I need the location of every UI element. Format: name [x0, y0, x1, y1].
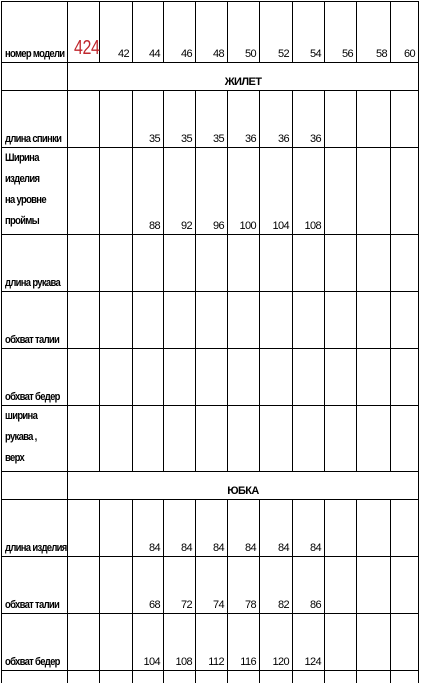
measurement-value — [133, 406, 164, 472]
measurement-value — [357, 292, 391, 349]
measurement-label-line: ширина рукава , — [5, 406, 56, 448]
measurement-value: 68 — [133, 557, 164, 614]
model-number-value: 424 — [71, 2, 97, 63]
measurement-value — [325, 235, 357, 292]
measurement-label-line: длина изделия — [5, 542, 56, 554]
measurement-value: 84 — [228, 500, 260, 557]
measurement-value — [293, 292, 325, 349]
model-column-cell — [68, 500, 100, 557]
bottom-cell — [100, 671, 133, 683]
measurement-value: 124 — [293, 614, 325, 671]
measurement-value — [164, 349, 196, 406]
section-blank-cell — [2, 472, 68, 500]
measurement-value — [260, 406, 293, 472]
measurement-value: 108 — [293, 148, 325, 235]
measurement-value — [391, 349, 419, 406]
measurement-value — [357, 235, 391, 292]
bottom-cell — [68, 671, 100, 683]
measurement-row — [2, 500, 419, 557]
model-column-cell — [68, 406, 100, 472]
measurement-value: 116 — [228, 614, 260, 671]
measurement-label-line: длина рукава — [5, 277, 56, 289]
size-header-56: 56 — [325, 2, 357, 63]
measurement-value: 84 — [196, 500, 228, 557]
measurement-value — [100, 406, 133, 472]
measurement-value: 36 — [293, 91, 325, 148]
model-column-cell — [68, 614, 100, 671]
size-header-52: 52 — [260, 2, 293, 63]
measurement-row — [2, 557, 419, 614]
measurement-value — [196, 235, 228, 292]
measurement-value — [325, 406, 357, 472]
measurement-value — [100, 292, 133, 349]
measurement-label — [2, 557, 59, 614]
header-row — [2, 2, 419, 63]
measurement-value — [164, 235, 196, 292]
measurement-value — [133, 292, 164, 349]
bottom-cell — [391, 671, 419, 683]
measurement-value: 120 — [260, 614, 293, 671]
measurement-value — [391, 91, 419, 148]
section-title: ЖИЛЕТ — [68, 63, 419, 91]
size-header-44: 44 — [133, 2, 164, 63]
measurement-value — [357, 406, 391, 472]
measurement-value — [228, 349, 260, 406]
measurement-value — [196, 292, 228, 349]
measurement-value — [357, 500, 391, 557]
bottom-cell — [2, 671, 68, 683]
measurement-row — [2, 292, 419, 349]
measurement-value: 86 — [293, 557, 325, 614]
size-table-body — [2, 2, 419, 683]
measurement-row — [2, 235, 419, 292]
measurement-label-line: обхват бедер — [5, 391, 56, 403]
section-header-row — [2, 63, 419, 91]
measurement-value — [391, 148, 419, 235]
measurement-value — [133, 349, 164, 406]
measurement-row — [2, 91, 419, 148]
model-column-cell — [68, 148, 100, 235]
measurement-label-line: обхват бедер — [5, 656, 56, 668]
measurement-value: 74 — [196, 557, 228, 614]
measurement-value — [391, 557, 419, 614]
measurement-value: 100 — [228, 148, 260, 235]
measurement-value — [100, 349, 133, 406]
bottom-cell — [293, 671, 325, 683]
measurement-value: 112 — [196, 614, 228, 671]
measurement-value — [357, 148, 391, 235]
measurement-label — [2, 91, 59, 148]
measurement-value: 92 — [164, 148, 196, 235]
measurement-value — [100, 614, 133, 671]
bottom-cell — [228, 671, 260, 683]
measurement-value — [100, 235, 133, 292]
measurement-value — [100, 91, 133, 148]
measurement-value: 84 — [293, 500, 325, 557]
measurement-row — [2, 349, 419, 406]
measurement-value — [293, 235, 325, 292]
measurement-row — [2, 614, 419, 671]
measurement-label — [2, 406, 59, 472]
measurement-value: 36 — [228, 91, 260, 148]
measurement-value — [325, 91, 357, 148]
measurement-label — [2, 148, 59, 235]
size-header-54: 54 — [293, 2, 325, 63]
measurement-value: 84 — [164, 500, 196, 557]
measurement-value — [391, 500, 419, 557]
size-header-46: 46 — [164, 2, 196, 63]
measurement-value — [391, 614, 419, 671]
section-header-row — [2, 472, 419, 500]
measurement-value — [164, 406, 196, 472]
measurement-label-line: верх — [5, 448, 56, 469]
measurement-row — [2, 148, 419, 235]
measurement-label-line: длина спинки — [5, 133, 56, 145]
bottom-cell — [164, 671, 196, 683]
measurement-value — [293, 406, 325, 472]
measurement-value — [260, 292, 293, 349]
measurement-label — [2, 235, 59, 292]
measurement-label — [2, 614, 59, 671]
measurement-label-line: обхват талии — [5, 334, 56, 346]
model-column-cell — [68, 292, 100, 349]
measurement-label — [2, 500, 59, 557]
bottom-cell — [325, 671, 357, 683]
measurement-value: 36 — [260, 91, 293, 148]
measurement-value — [133, 235, 164, 292]
measurement-value: 35 — [133, 91, 164, 148]
measurement-value — [391, 235, 419, 292]
measurement-value — [164, 292, 196, 349]
section-blank-cell — [2, 63, 68, 91]
bottom-cell — [133, 671, 164, 683]
size-header-50: 50 — [228, 2, 260, 63]
measurement-label-line: Ширина изделия — [5, 148, 56, 190]
section-title: ЮБКА — [68, 472, 419, 500]
measurement-value — [228, 235, 260, 292]
measurement-value — [325, 557, 357, 614]
measurement-value: 96 — [196, 148, 228, 235]
measurement-value: 82 — [260, 557, 293, 614]
bottom-cell — [260, 671, 293, 683]
model-number-label: номер модели — [2, 2, 59, 63]
measurement-value: 88 — [133, 148, 164, 235]
measurement-value: 78 — [228, 557, 260, 614]
model-column-cell — [68, 91, 100, 148]
measurement-value — [325, 500, 357, 557]
measurement-value — [260, 349, 293, 406]
model-column-cell — [68, 235, 100, 292]
measurement-value: 35 — [196, 91, 228, 148]
measurement-label-line: обхват талии — [5, 599, 56, 611]
measurement-value — [325, 349, 357, 406]
measurement-value — [196, 349, 228, 406]
measurement-value — [228, 292, 260, 349]
measurement-label — [2, 349, 59, 406]
measurement-value: 104 — [133, 614, 164, 671]
measurement-value — [325, 614, 357, 671]
measurement-value: 84 — [133, 500, 164, 557]
measurement-value — [196, 406, 228, 472]
size-header-42: 42 — [100, 2, 133, 63]
bottom-border-row — [2, 671, 419, 683]
measurement-value: 35 — [164, 91, 196, 148]
measurement-value — [228, 406, 260, 472]
measurement-value — [293, 349, 325, 406]
measurement-value: 72 — [164, 557, 196, 614]
measurement-value — [357, 614, 391, 671]
size-table — [1, 1, 419, 683]
measurement-value — [391, 292, 419, 349]
measurement-value — [357, 557, 391, 614]
size-header-60: 60 — [391, 2, 419, 63]
measurement-value — [260, 235, 293, 292]
bottom-cell — [357, 671, 391, 683]
size-header-58: 58 — [357, 2, 391, 63]
measurement-value — [357, 349, 391, 406]
measurement-value — [391, 406, 419, 472]
measurement-value — [100, 500, 133, 557]
measurement-value — [100, 557, 133, 614]
model-column-cell — [68, 349, 100, 406]
measurement-value: 104 — [260, 148, 293, 235]
measurement-value — [325, 292, 357, 349]
measurement-row — [2, 406, 419, 472]
model-column-cell — [68, 557, 100, 614]
measurement-value — [325, 148, 357, 235]
measurement-value — [357, 91, 391, 148]
measurement-label — [2, 292, 59, 349]
measurement-value: 108 — [164, 614, 196, 671]
measurement-label-line: на уровне проймы — [5, 190, 56, 232]
bottom-cell — [196, 671, 228, 683]
size-header-48: 48 — [196, 2, 228, 63]
measurement-value: 84 — [260, 500, 293, 557]
measurement-value — [100, 148, 133, 235]
